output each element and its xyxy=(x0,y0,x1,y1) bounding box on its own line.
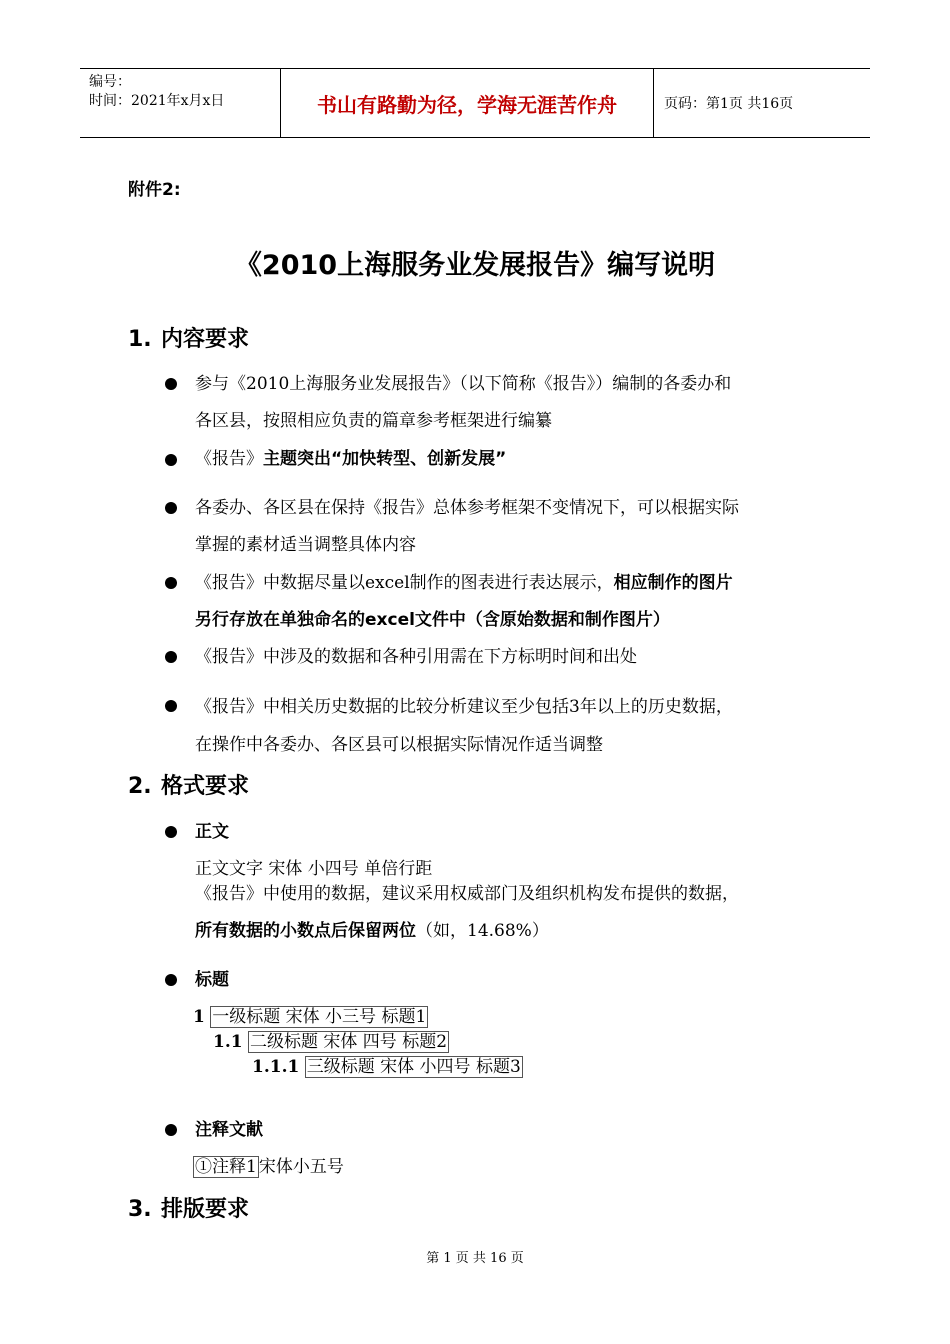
bullet-icon xyxy=(165,378,177,390)
header-page-info: 页码：第1页 共16页 xyxy=(664,96,794,112)
content-item-1-line-1: 参与《2010上海服务业发展报告》（以下简称《报告》）编制的各委办和 xyxy=(195,374,732,394)
section-number: 3. xyxy=(128,1197,152,1222)
doc-number-label: 编号： xyxy=(89,74,131,90)
format-heading-label: 标题 xyxy=(195,970,229,990)
bullet-icon xyxy=(165,826,177,838)
page-header xyxy=(80,68,870,138)
bullet-icon xyxy=(165,454,177,466)
note-sample-style: 宋体小五号 xyxy=(258,1157,344,1177)
bullet-icon xyxy=(165,700,177,712)
note-sample xyxy=(193,1155,344,1179)
format-body-line-2: 《报告》中使用的数据，建议采用权威部门及组织机构发布提供的数据， xyxy=(195,884,739,904)
content-item-5: 《报告》中涉及的数据和各种引用需在下方标明时间和出处 xyxy=(195,647,637,667)
content-item-4-line-1 xyxy=(195,571,733,595)
format-body-line-1: 正文文字 宋体 小四号 单倍行距 xyxy=(195,859,433,879)
content-item-2-theme: 主题突出“加快转型、创新发展” xyxy=(263,449,507,469)
content-item-4-text: 《报告》中数据尽量以excel制作的图表进行表达展示， xyxy=(195,573,614,593)
section-heading-3 xyxy=(128,1192,249,1223)
section-number: 2. xyxy=(128,774,152,799)
heading-sample-2 xyxy=(213,1030,449,1054)
section-number: 1. xyxy=(128,327,152,352)
content-item-4-line-2: 另行存放在单独命名的excel文件中（含原始数据和制作图片） xyxy=(195,610,670,630)
content-item-3-line-1: 各委办、各区县在保持《报告》总体参考框架不变情况下，可以根据实际 xyxy=(195,498,739,518)
note-sample-box: ①注释1 xyxy=(195,1157,257,1177)
content-item-1-line-2: 各区县，按照相应负责的篇章参考框架进行编纂 xyxy=(195,411,552,431)
bullet-icon xyxy=(165,651,177,663)
section-label: 格式要求 xyxy=(161,774,250,799)
bullet-icon xyxy=(165,577,177,589)
heading-sample-box: 二级标题 宋体 四号 标题2 xyxy=(249,1032,448,1052)
section-heading-2 xyxy=(128,769,249,800)
attachment-label: 附件2: xyxy=(128,180,181,200)
heading-sample-3 xyxy=(252,1055,523,1079)
format-body-example: （如，14.68%） xyxy=(416,921,549,941)
heading-number: 1.1 xyxy=(213,1032,243,1052)
bullet-icon xyxy=(165,502,177,514)
document-title: 《2010上海服务业发展报告》编写说明 xyxy=(234,250,716,281)
header-motto: 书山有路勤为径，学海无涯苦作舟 xyxy=(281,69,654,137)
heading-sample-1 xyxy=(193,1005,428,1029)
heading-number: 1.1.1 xyxy=(252,1057,300,1077)
doc-time-label: 时间：2021年x月x日 xyxy=(89,93,225,109)
section-label: 排版要求 xyxy=(161,1197,250,1222)
header-meta xyxy=(80,69,281,137)
content-item-3-line-2: 掌握的素材适当调整具体内容 xyxy=(195,535,416,555)
content-item-6-line-2: 在操作中各委办、各区县可以根据实际情况作适当调整 xyxy=(195,735,603,755)
content-item-2 xyxy=(195,447,506,471)
section-heading-1 xyxy=(128,322,249,353)
content-item-6-line-1: 《报告》中相关历史数据的比较分析建议至少包括3年以上的历史数据， xyxy=(195,697,733,717)
format-notes-label: 注释文献 xyxy=(195,1120,263,1140)
heading-number: 1 xyxy=(193,1007,205,1027)
format-body-line-3 xyxy=(195,919,549,943)
heading-sample-box: 三级标题 宋体 小四号 标题3 xyxy=(306,1057,521,1077)
format-body-rule: 所有数据的小数点后保留两位 xyxy=(195,921,416,941)
content-item-4-bold: 相应制作的图片 xyxy=(613,573,733,593)
bullet-icon xyxy=(165,974,177,986)
bullet-icon xyxy=(165,1124,177,1136)
page-footer: 第 1 页 共 16 页 xyxy=(426,1251,524,1266)
content-item-2-prefix: 《报告》 xyxy=(195,449,263,469)
heading-sample-box: 一级标题 宋体 小三号 标题1 xyxy=(212,1007,427,1027)
format-body-label: 正文 xyxy=(195,822,229,842)
section-label: 内容要求 xyxy=(161,327,250,352)
